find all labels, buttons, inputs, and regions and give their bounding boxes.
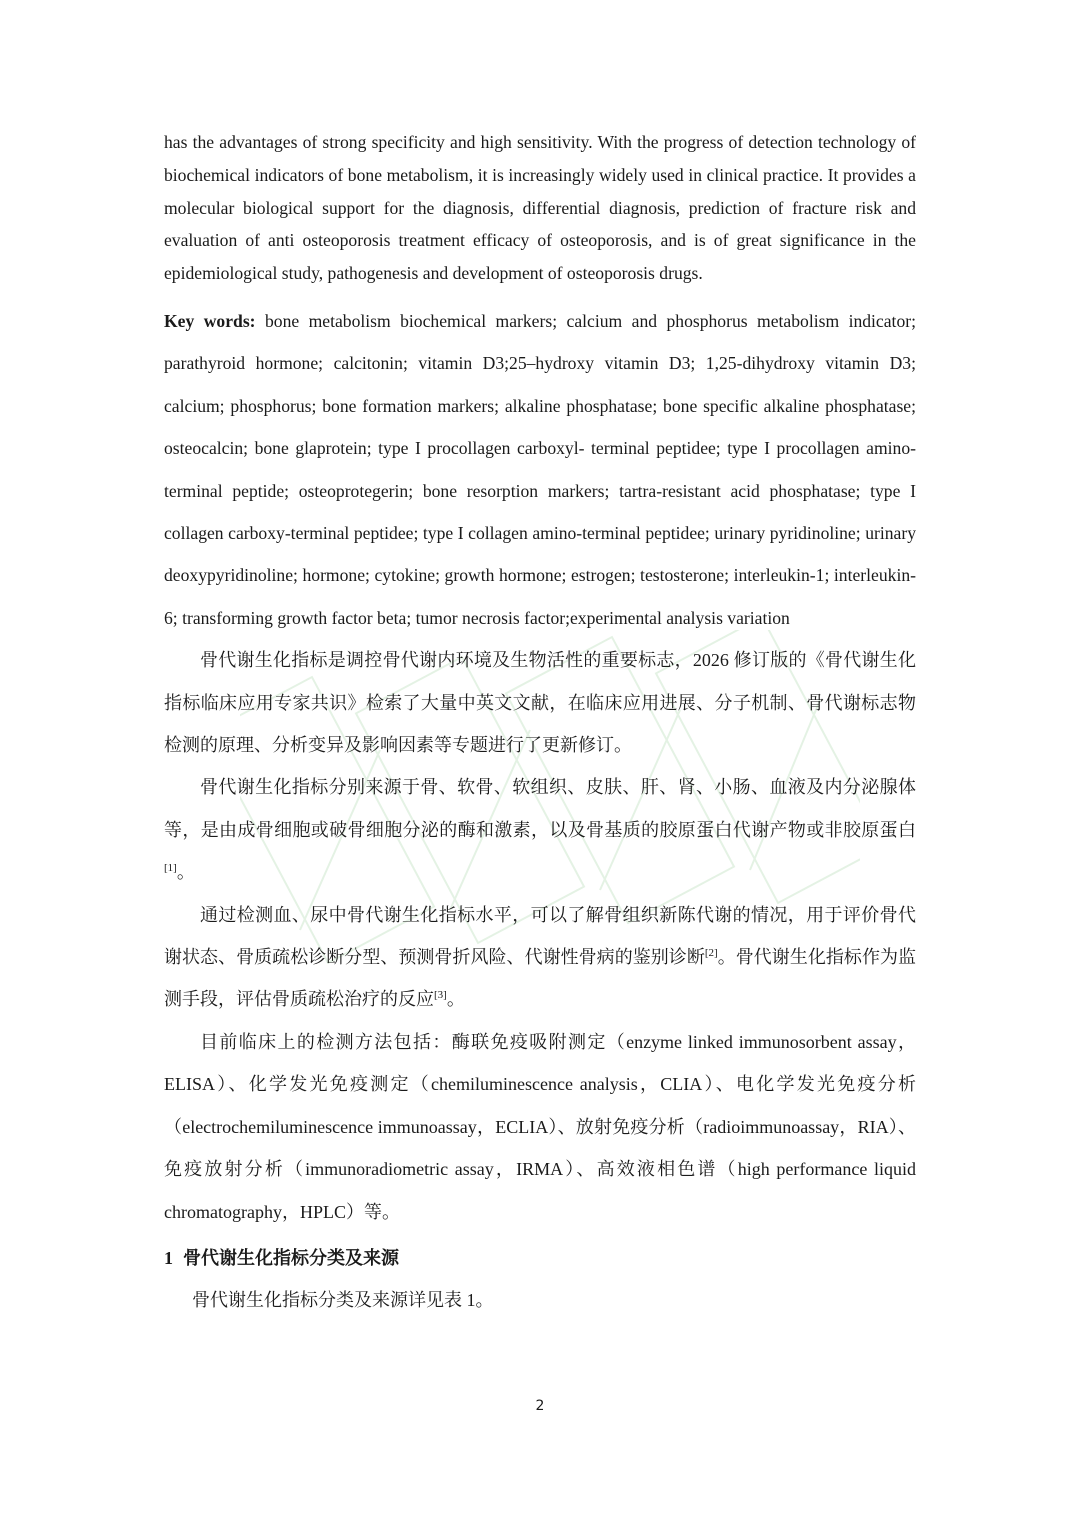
body-paragraph-4 xyxy=(164,1021,916,1233)
body-paragraph-1 xyxy=(164,639,916,766)
paragraph-text: 目前临床上的检测方法包括：酶联免疫吸附测定（enzyme linked immunosorbent assay，ELISA）、化学发光免疫测定（chemiluminescence analysis，CLIA）、电化学发光免疫分析（electrochemiluminescence immunoassay，ECLIA）、放射免疫分析（radioimmunoassay，RIA）、免疫放射分析（immunoradiometric assay，IRMA）、高效液相色谱（high performance liquid chromatography，HPLC）等。 xyxy=(164,1031,916,1222)
citation-ref[interactable]: [2] xyxy=(704,947,718,960)
citation-ref[interactable]: [1] xyxy=(164,862,177,875)
section-title: 骨代谢生化指标分类及来源 xyxy=(183,1247,399,1268)
paragraph-text: 。 xyxy=(176,862,195,883)
paragraph-text: 。 xyxy=(446,989,465,1010)
page-content xyxy=(164,126,916,1321)
citation-ref[interactable]: [3] xyxy=(434,989,447,1002)
keywords-text: bone metabolism biochemical markers; calcium and phosphorus metabolism indicator; parathyroid hormone; calcitonin; vitamin D3;25–hydroxy vitamin D3; 1,25-dihydroxy vitamin D3; calcium; phosphorus; bone formation markers; alkaline phosphatase; bone specific alkaline phosphatase; osteocalcin; bone glaprotein; type I procollagen carboxyl- terminal peptidee; type I procollagen amino-terminal peptide; osteoprotegerin; bone resorption markers; tartra-resistant acid phosphatase; type I collagen carboxy-terminal peptidee; type I collagen amino-terminal peptidee; urinary pyridinoline; urinary deoxypyridinoline; hormone; cytokine; growth hormone; estrogen; testosterone; interleukin-1; interleukin-6; transforming growth factor beta; tumor necrosis factor;experimental analysis variation xyxy=(164,310,916,628)
page-number: 2 xyxy=(535,1398,545,1414)
paragraph-text: 骨代谢生化指标分别来源于骨、软骨、软组织、皮肤、肝、肾、小肠、血液及内分泌腺体等，是由成骨细胞或破骨细胞分泌的酶和激素，以及骨基质的胶原蛋白代谢产物或非胶原蛋白 xyxy=(164,777,916,840)
abstract-tail-paragraph: has the advantages of strong specificity and high sensitivity. With the progress of detection technology of biochemical indicators of bone metabolism, it is increasingly widely used in clinical practice. It provides a molecular biological support for the diagnosis, differential diagnosis, prediction of fracture risk and evaluation of anti osteoporosis treatment efficacy of osteoporosis, and is of great significance in the epidemiological study, pathogenesis and development of osteoporosis drugs. xyxy=(164,132,916,284)
section-note: 骨代谢生化指标分类及来源详见表 1。 xyxy=(192,1289,494,1310)
section-heading xyxy=(164,1237,916,1279)
keywords-paragraph xyxy=(164,300,916,639)
body-paragraph-2 xyxy=(164,766,916,893)
body-paragraph-3 xyxy=(164,894,916,1021)
paragraph-text: 通过检测血、尿中骨代谢生化指标水平，可以了解骨组织新陈代谢的情况，用于评价骨代谢状态、骨质疏松诊断分型、预测骨折风险、代谢性骨病的鉴别诊断 xyxy=(164,904,916,968)
paragraph-text: 骨代谢生化指标是调控骨代谢内环境及生物活性的重要标志，2026 修订版的《骨代谢生化指标临床应用专家共识》检索了大量中英文文献，在临床应用进展、分子机制、骨代谢标志物检测的原理、分析变异及影响因素等专题进行了更新修订。 xyxy=(164,650,916,756)
section-number: 1 xyxy=(164,1247,173,1268)
paragraph-text: 。骨代谢生化指标作为监测手段，评估骨质疏松治疗的反应 xyxy=(164,947,917,1010)
keywords-label: Key words: xyxy=(164,310,256,331)
